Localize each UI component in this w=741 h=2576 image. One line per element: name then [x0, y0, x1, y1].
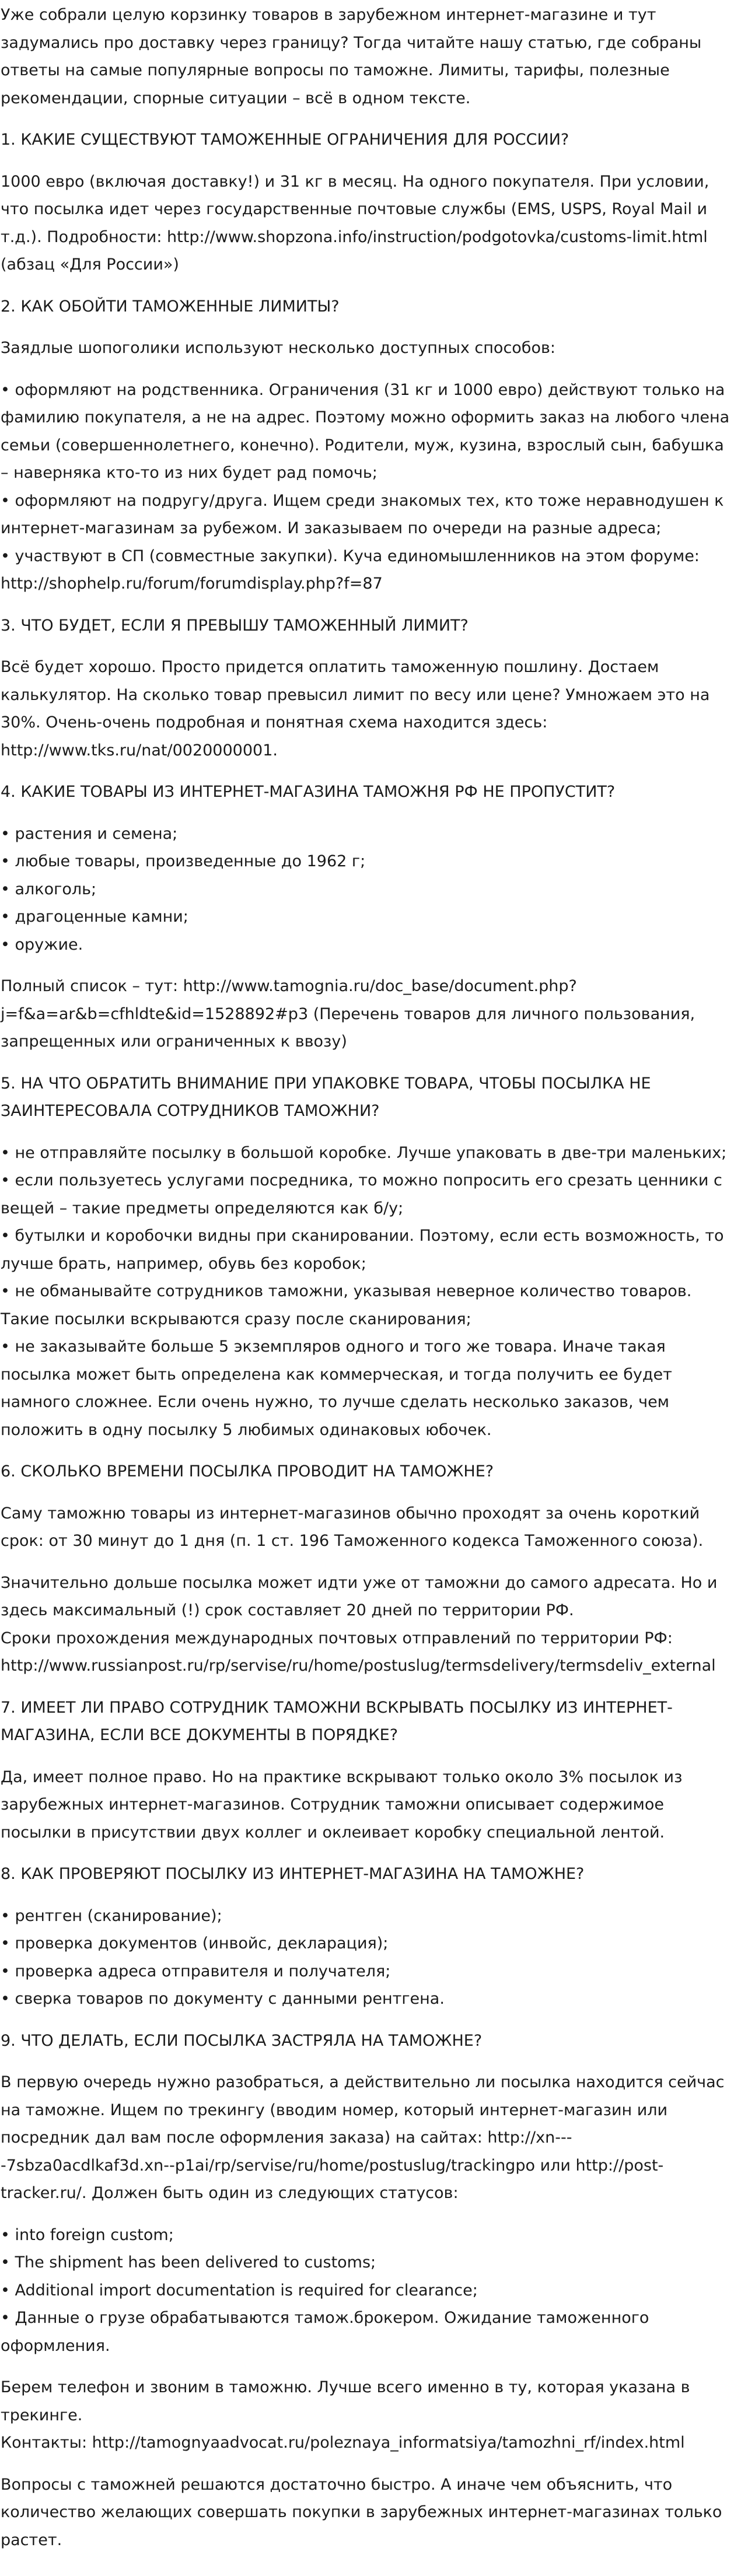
paragraph: • оформляют на родственника. Ограничения (31 кг и 1000 евро) действуют только на фамилию покупателя, а не на адрес. Поэтому можно оформить заказ на любого члена семьи (совершеннолетнего, конечно). Родители, муж, кузина, взрослый сын, бабушка – наверняка кто-то из них будет рад помочь; • оформляют на подругу/друга. Ищем среди знакомых тех, кто тоже неравнодушен к интернет-магазинам за рубежом. И заказываем по очереди на разные адреса; • участвуют в СП (совместные закупки). Куча единомышленников на этом форуме: http://shophelp.ru/forum/forumdisplay.php?f=87 — [1, 380, 730, 593]
paragraph: • into foreign custom; • The shipment has been delivered to customs; • Additional import documentation is required for clearance; • Данные о грузе обрабатываются тамож.брокером. Ожидание таможенного оформления. — [1, 2225, 649, 2355]
paragraph: Всё будет хорошо. Просто придется оплатить таможенную пошлину. Достаем калькулятор. На сколько товар превысил лимит по весу или цене? Умножаем это на 30%. Очень-очень подробная и понятная схема находится здесь: http://www.tks.ru/nat/0020000001. — [1, 658, 715, 760]
paragraph: Да, имеет полное право. Но на практике вскрывают только около 3% посылок из зарубежных интернет-магазинов. Сотрудник таможни описывает содержимое посылки в присутствии двух коллег и оклеивает коробку специальной лентой. — [1, 1768, 688, 1842]
section-heading: 9. ЧТО ДЕЛАТЬ, ЕСЛИ ПОСЫЛКА ЗАСТРЯЛА НА ТАМОЖНЕ? — [1, 2031, 483, 2050]
section-heading: 3. ЧТО БУДЕТ, ЕСЛИ Я ПРЕВЫШУ ТАМОЖЕННЫЙ ЛИМИТ? — [1, 616, 469, 635]
paragraph: Вопросы с таможней решаются достаточно быстро. А иначе чем объяснить, что количество желающих совершать покупки в зарубежных интернет-магазинах только растет. — [1, 2475, 728, 2549]
section-heading: 8. КАК ПРОВЕРЯЮТ ПОСЫЛКУ ИЗ ИНТЕРНЕТ-МАГАЗИНА НА ТАМОЖНЕ? — [1, 1865, 585, 1883]
section-heading: 5. НА ЧТО ОБРАТИТЬ ВНИМАНИЕ ПРИ УПАКОВКЕ ТОВАРА, ЧТОБЫ ПОСЫЛКА НЕ ЗАИНТЕРЕСОВАЛА СОТРУДНИКОВ ТАМОЖНИ? — [1, 1074, 656, 1120]
paragraph: Саму таможню товары из интернет-магазинов обычно проходят за очень короткий срок: от 30 минут до 1 дня (п. 1 ст. 196 Таможенного кодекса Таможенного союза). — [1, 1504, 705, 1550]
paragraph: • растения и семена; • любые товары, произведенные до 1962 г; • алкоголь; • драгоценные камни; • оружие. — [1, 824, 366, 954]
paragraph: • не отправляйте посылку в большой коробке. Лучше упаковать в две-три маленьких; • если пользуетесь услугами посредника, то можно попросить его срезать ценники с вещей – такие предметы определяются как б/у; • бутылки и коробочки видны при сканировании. Поэтому, если есть возможность, то лучше брать, например, обувь без коробок; • не обманывайте сотрудников таможни, указывая неверное количество товаров. Такие посылки вскрываются сразу после сканирования; • не заказывайте больше 5 экземпляров одного и того же товара. Иначе такая посылка может быть определена как коммерческая, и тогда получить ее будет намного сложнее. Если очень нужно, то лучше сделать несколько заказов, чем положить в одну посылку 5 любимых одинаковых юбочек. — [1, 1143, 727, 1439]
paragraph: Берем телефон и звоним в таможню. Лучше всего именно в ту, которая указана в трекинге. Контакты: http://tamognyaadvocat.ru/poleznaya_informatsiya/tamozhni_rf/index.html — [1, 2378, 690, 2452]
paragraph: Полный список – тут: http://www.tamognia.ru/doc_base/document.php?j=f&a=ar&b=cfhldte&id=1528892#p3 (Перечень товаров для личного пользования, запрещенных или ограниченных к ввозу) — [1, 977, 700, 1051]
section-heading: 6. СКОЛЬКО ВРЕМЕНИ ПОСЫЛКА ПРОВОДИТ НА ТАМОЖНЕ? — [1, 1462, 494, 1480]
section-heading: 7. ИМЕЕТ ЛИ ПРАВО СОТРУДНИК ТАМОЖНИ ВСКРЫВАТЬ ПОСЫЛКУ ИЗ ИНТЕРНЕТ-МАГАЗИНА, ЕСЛИ ВСЕ ДОКУМЕНТЫ В ПОРЯДКЕ? — [1, 1698, 673, 1744]
paragraph: Уже собрали целую корзинку товаров в зарубежном интернет-магазине и тут задумались про доставку через границу? Тогда читайте нашу статью, где собраны ответы на самые популярные вопросы по таможне. Лимиты, тарифы, полезные рекомендации, спорные ситуации – всё в одном тексте. — [1, 6, 707, 107]
section-heading: 4. КАКИЕ ТОВАРЫ ИЗ ИНТЕРНЕТ-МАГАЗИНА ТАМОЖНЯ РФ НЕ ПРОПУСТИТ? — [1, 783, 616, 801]
paragraph: • рентген (сканирование); • проверка документов (инвойс, декларация); • проверка адреса отправителя и получателя; • сверка товаров по документу с данными рентгена. — [1, 1906, 445, 2008]
section-heading: 2. КАК ОБОЙТИ ТАМОЖЕННЫЕ ЛИМИТЫ? — [1, 297, 340, 316]
paragraph: Значительно дольше посылка может идти уже от таможни до самого адресата. Но и здесь максимальный (!) срок составляет 20 дней по территории РФ. Сроки прохождения международных почтовых отправлений по территории РФ: http://www.russianpost.ru/rp/servise/ru/home/postuslug/termsdelivery/termsdeliv_external — [1, 1573, 718, 1675]
paragraph: В первую очередь нужно разобраться, а действительно ли посылка находится сейчас на таможне. Ищем по трекингу (вводим номер, который интернет-магазин или посредник дал вам после оформления заказа) на сайтах: http://xn----7sbza0acdlkaf3d.xn--p1ai/rp/servise/ru/home/postuslug/trackingpo или http://post-tracker.ru/. Должен быть один из следующих статусов: — [1, 2073, 730, 2202]
article-body — [1, 1, 730, 2554]
paragraph: 1000 евро (включая доставку!) и 31 кг в месяц. На одного покупателя. При условии, что посылка идет через государственные почтовые службы (EMS, USPS, Royal Mail и т.д.). Подробности: http://www.shopzona.info/instruction/podgotovka/customs-limit.html (абзац «Для России») — [1, 172, 714, 274]
section-heading: 1. КАКИЕ СУЩЕСТВУЮТ ТАМОЖЕННЫЕ ОГРАНИЧЕНИЯ ДЛЯ РОССИИ? — [1, 131, 569, 149]
paragraph: Заядлые шопоголики используют несколько доступных способов: — [1, 339, 555, 357]
